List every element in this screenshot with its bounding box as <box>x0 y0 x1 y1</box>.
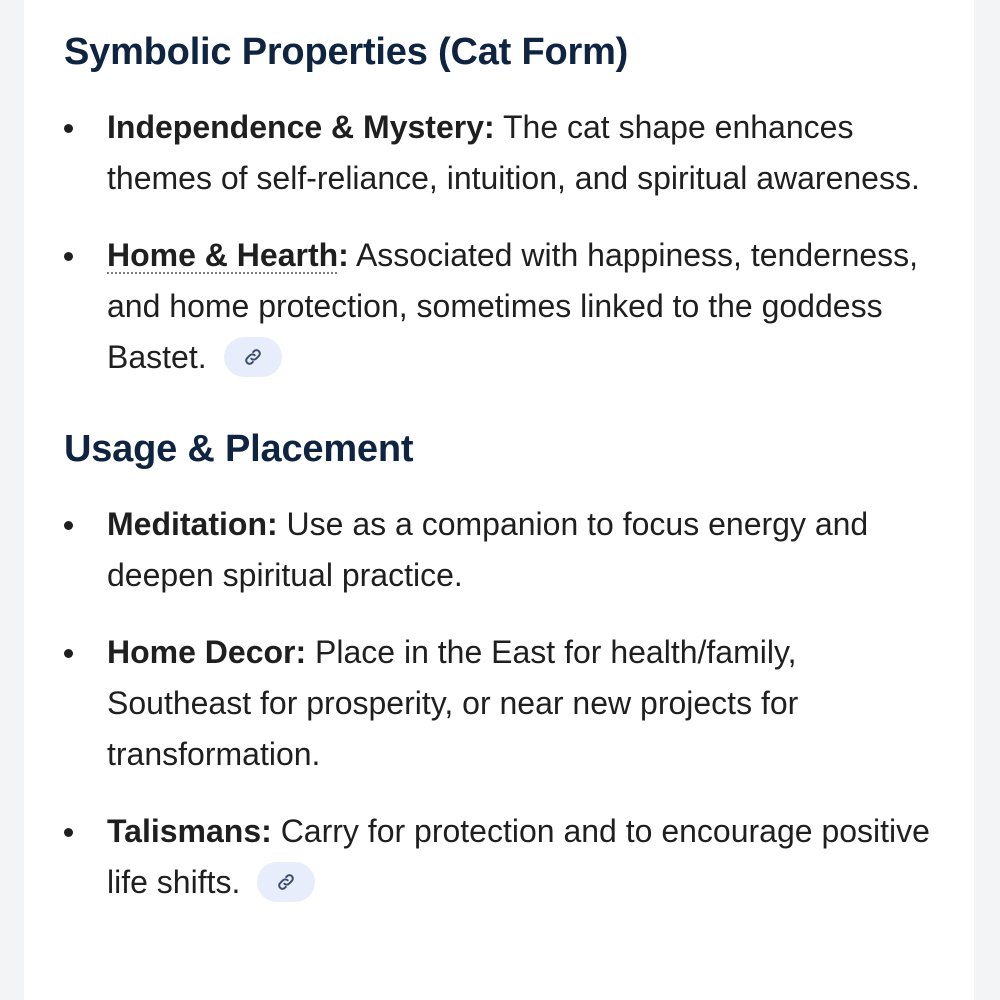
link-icon <box>276 872 296 892</box>
list-item-meditation <box>64 499 944 601</box>
description-talismans: Carry for protection and to encourage positive life shifts. <box>107 813 930 900</box>
section-heading-symbolic-properties: Symbolic Properties (Cat Form) <box>64 31 629 73</box>
usage-placement-list <box>64 499 944 908</box>
left-edge-shadow <box>0 0 24 1000</box>
list-item-home-decor <box>64 627 944 780</box>
section-heading-usage-placement: Usage & Placement <box>64 428 414 470</box>
link-icon <box>243 347 263 367</box>
term-talismans: Talismans: <box>107 813 272 849</box>
term-home-hearth-link[interactable]: Home & Hearth <box>107 237 339 273</box>
description-meditation: Use as a companion to focus energy and deepen spiritual practice. <box>107 506 869 593</box>
symbolic-properties-list <box>64 102 944 383</box>
response-content <box>64 26 944 908</box>
term-colon: : <box>338 237 349 273</box>
term-home-decor: Home Decor: <box>107 634 307 670</box>
list-item-talismans <box>64 806 944 908</box>
source-link-chip[interactable] <box>257 862 315 902</box>
source-link-chip[interactable] <box>224 337 282 377</box>
description-home-decor: Place in the East for health/family, Southeast for prosperity, or near new projects for transformation. <box>107 634 799 772</box>
description-independence-mystery: The cat shape enhances themes of self-reliance, intuition, and spiritual awareness. <box>107 109 920 196</box>
description-home-hearth: Associated with happiness, tenderness, and home protection, sometimes linked to the goddess Bastet. <box>107 237 919 375</box>
list-item-home-hearth <box>64 230 944 383</box>
list-item-independence-mystery <box>64 102 944 204</box>
term-meditation: Meditation: <box>107 506 278 542</box>
term-independence-mystery: Independence & Mystery: <box>107 109 495 145</box>
right-edge-shadow <box>974 0 1000 1000</box>
